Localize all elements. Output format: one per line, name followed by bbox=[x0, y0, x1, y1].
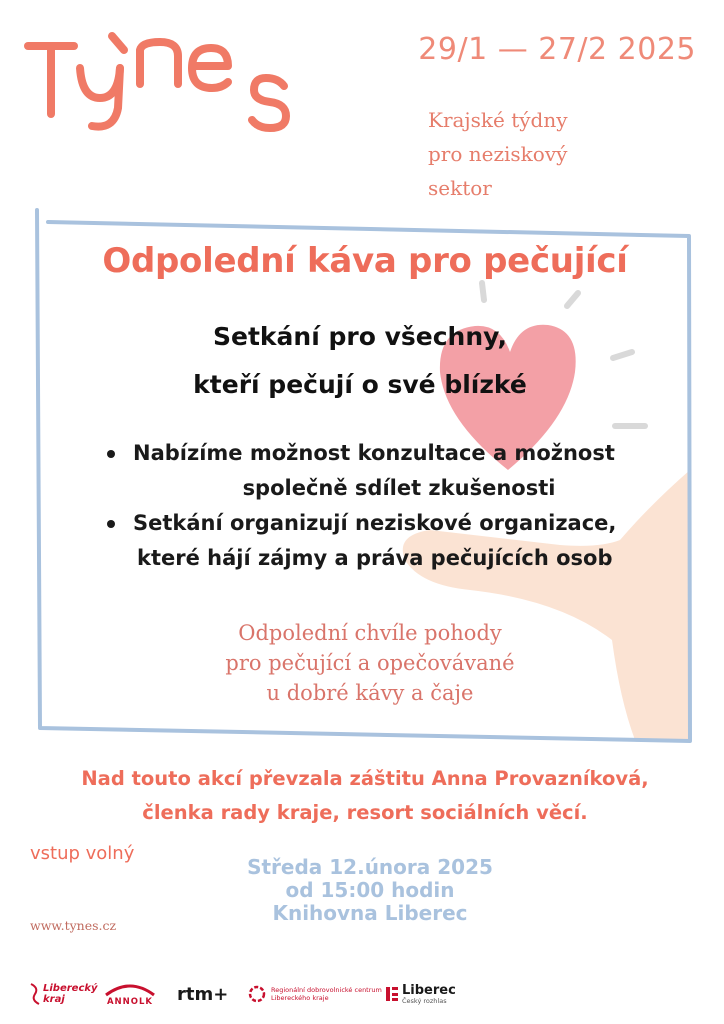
bullet-text: které hájí zájmy a práva pečujících osob bbox=[137, 546, 613, 570]
event-info bbox=[220, 856, 520, 925]
box-subtitle bbox=[60, 313, 660, 409]
partner-logos bbox=[25, 976, 705, 1012]
tagline-line: sektor bbox=[428, 176, 492, 200]
bullet-dot-icon bbox=[107, 450, 115, 458]
rdc-logo bbox=[247, 976, 382, 1012]
tynes-logo-graphic bbox=[22, 28, 312, 138]
patronage-line: členka rady kraje, resort sociálních věcí. bbox=[142, 801, 588, 824]
pohoda-text bbox=[150, 618, 590, 708]
bullet-text: společně sdílet zkušenosti bbox=[242, 476, 556, 500]
bullet-text: Setkání organizují neziskové organizace, bbox=[133, 511, 617, 535]
rozhlas-liberec-logo bbox=[385, 976, 456, 1012]
liberecky-kraj-logo bbox=[30, 976, 98, 1012]
rtm-logo: rtm+ bbox=[177, 983, 229, 1005]
event-dates: 29/1 — 27/2 2025 bbox=[418, 32, 696, 67]
rozhlas-name: Liberec bbox=[402, 982, 456, 998]
box-title: Odpolední káva pro pečující bbox=[102, 241, 628, 281]
rozhlas-icon bbox=[385, 985, 399, 1003]
event-date: Středa 12.února 2025 bbox=[247, 855, 493, 879]
rdc-name: Libereckého kraje bbox=[271, 994, 329, 1002]
rdc-name: Regionální dobrovolnické centrum bbox=[271, 986, 382, 994]
event-place: Knihovna Liberec bbox=[272, 901, 468, 925]
tagline-line: Krajské týdny bbox=[428, 108, 568, 132]
rozhlas-sub: Český rozhlas bbox=[402, 996, 447, 1005]
annolk-arc-icon bbox=[103, 981, 157, 997]
bullet-item bbox=[105, 506, 665, 576]
entry-free: vstup volný bbox=[30, 843, 135, 864]
bullet-dot-icon bbox=[107, 520, 115, 528]
event-time: od 15:00 hodin bbox=[285, 878, 455, 902]
patronage-line: Nad touto akcí převzala záštitu Anna Provazníková, bbox=[81, 767, 649, 790]
patronage-text bbox=[20, 762, 710, 830]
bullet-text: Nabízíme možnost konzultace a možnost bbox=[133, 441, 615, 465]
subtitle-line: kteří pečují o své blízké bbox=[193, 370, 527, 399]
tagline-line: pro neziskový bbox=[428, 142, 568, 166]
bullet-list bbox=[105, 436, 665, 576]
tynes-logo bbox=[22, 28, 312, 138]
annolk-name: ANNOLK bbox=[106, 997, 154, 1007]
rdc-circle-icon bbox=[247, 984, 267, 1004]
pohoda-line: Odpolední chvíle pohody bbox=[238, 621, 502, 645]
pohoda-line: pro pečující a opečovávané bbox=[225, 651, 515, 675]
website-link[interactable]: www.tynes.cz bbox=[30, 918, 117, 933]
kraj-name: Liberecký bbox=[43, 983, 98, 994]
kraj-flag-icon bbox=[30, 982, 40, 1006]
pohoda-line: u dobré kávy a čaje bbox=[266, 681, 474, 705]
tagline bbox=[428, 103, 668, 205]
subtitle-line: Setkání pro všechny, bbox=[213, 322, 507, 351]
annolk-logo bbox=[103, 976, 157, 1012]
bullet-item bbox=[105, 436, 665, 506]
kraj-name: kraj bbox=[43, 994, 65, 1005]
